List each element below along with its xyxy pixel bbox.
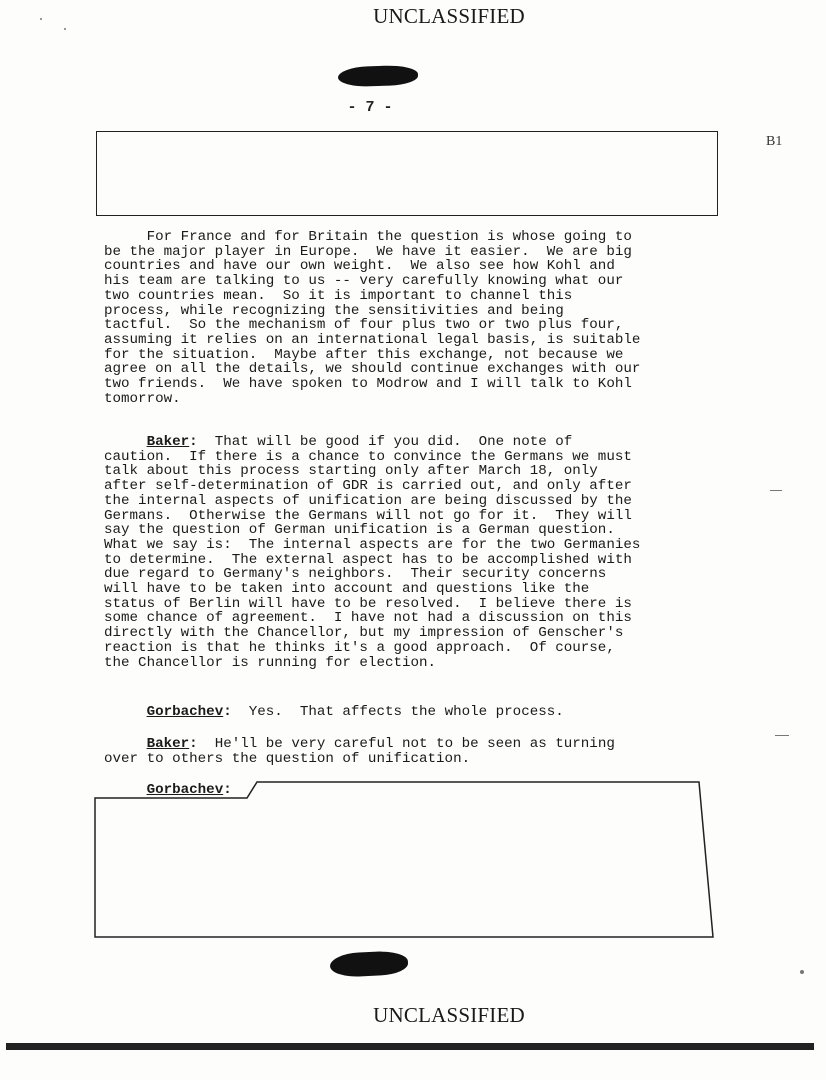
paragraph-baker-caution: Baker: That will be good if you did. One note of caution. If there is a chance to convince the Germans we must talk about this process starting only after March 18, only after self-determination of GDR is carried out, and only after the internal aspects of unification are being discussed by the Germans. Otherwise the Germans will not go for it. They will say the question of German unification is a German question. What we say is: The internal aspects are for the two Germanies to determine. The external aspect has to be accomplished with due regard to Germany's neighbors. Their security concerns will have to be taken into account and questions like the status of Berlin will have to be resolved. I believe there is some chance of agreement. I have not had a discussion on this directly with the Chancellor, but my impression of Genscher's reaction is that he thinks it's a good approach. Of course, the Chancellor is running for election. (104, 434, 641, 671)
speaker-name: Baker (146, 434, 190, 450)
page-number: - 7 - (347, 99, 393, 116)
paragraph-gorbachev-redacted: Gorbachev: (146, 782, 232, 798)
scan-speck (64, 28, 66, 30)
scan-speck (800, 970, 804, 974)
scan-speck (40, 18, 42, 20)
redaction-mark-bottom (329, 950, 408, 978)
paragraph-text: That will be good if you did. One note of caution. If there is a chance to convince the Germans we must talk about this process starting only after March 18, only after self-determination of GDR is carried out, and only after the internal aspects of unification are being discussed by the Germans. Otherwise the Germans will not go for it. They will say the question of German unification is a German question. What we say is: The internal aspects are for the two Germanies to determine. The external aspect has to be accomplished with due regard to Germany's neighbors. Their security concerns will have to be taken into account and questions like the status of Berlin will have to be resolved. I believe there is some chance of agreement. I have not had a discussion on this directly with the Chancellor, but my impression of Genscher's reaction is that he thinks it's a good approach. Of course, the Chancellor is running for election. (104, 434, 641, 671)
classification-footer: UNCLASSIFIED (373, 1003, 525, 1027)
scan-speck (775, 735, 789, 736)
paragraph-gorbachev-yes: Gorbachev: Yes. That affects the whole process. (146, 704, 564, 720)
paragraph-text: He'll be very careful not to be seen as turning over to others the question of unification. (104, 736, 615, 767)
redaction-outline (94, 781, 714, 939)
redaction-mark-top (338, 65, 419, 88)
classification-header: UNCLASSIFIED (373, 4, 525, 28)
paragraph-france-britain: For France and for Britain the question is whose going to be the major player in Europe. We have it easier. We are big countries and have our own weight. We also see how Kohl and his team are talking to us -- very carefully knowing what our two countries mean. So it is important to channel this process, while recognizing the sensitivities and being tactful. So the mechanism of four plus two or two plus four, assuming it relies on an international legal basis, is suitable for the situation. Maybe after this exchange, not because we agree on all the details, we should continue exchanges with our two friends. We have spoken to Modrow and I will talk to Kohl tomorrow. (104, 229, 641, 407)
scan-speck (770, 490, 782, 491)
redacted-block-bottom (94, 781, 714, 939)
paragraph-baker-careful: Baker: He'll be very careful not to be seen as turning over to others the question of unification. (104, 736, 615, 767)
exemption-marker: B1 (766, 134, 783, 149)
redacted-block-top (96, 131, 718, 216)
page-bottom-rule (6, 1043, 814, 1050)
speaker-name: Gorbachev (146, 782, 224, 798)
paragraph-text: Yes. That affects the whole process. (231, 704, 564, 720)
speaker-name: Gorbachev (146, 704, 224, 720)
speaker-name: Baker (146, 736, 190, 752)
